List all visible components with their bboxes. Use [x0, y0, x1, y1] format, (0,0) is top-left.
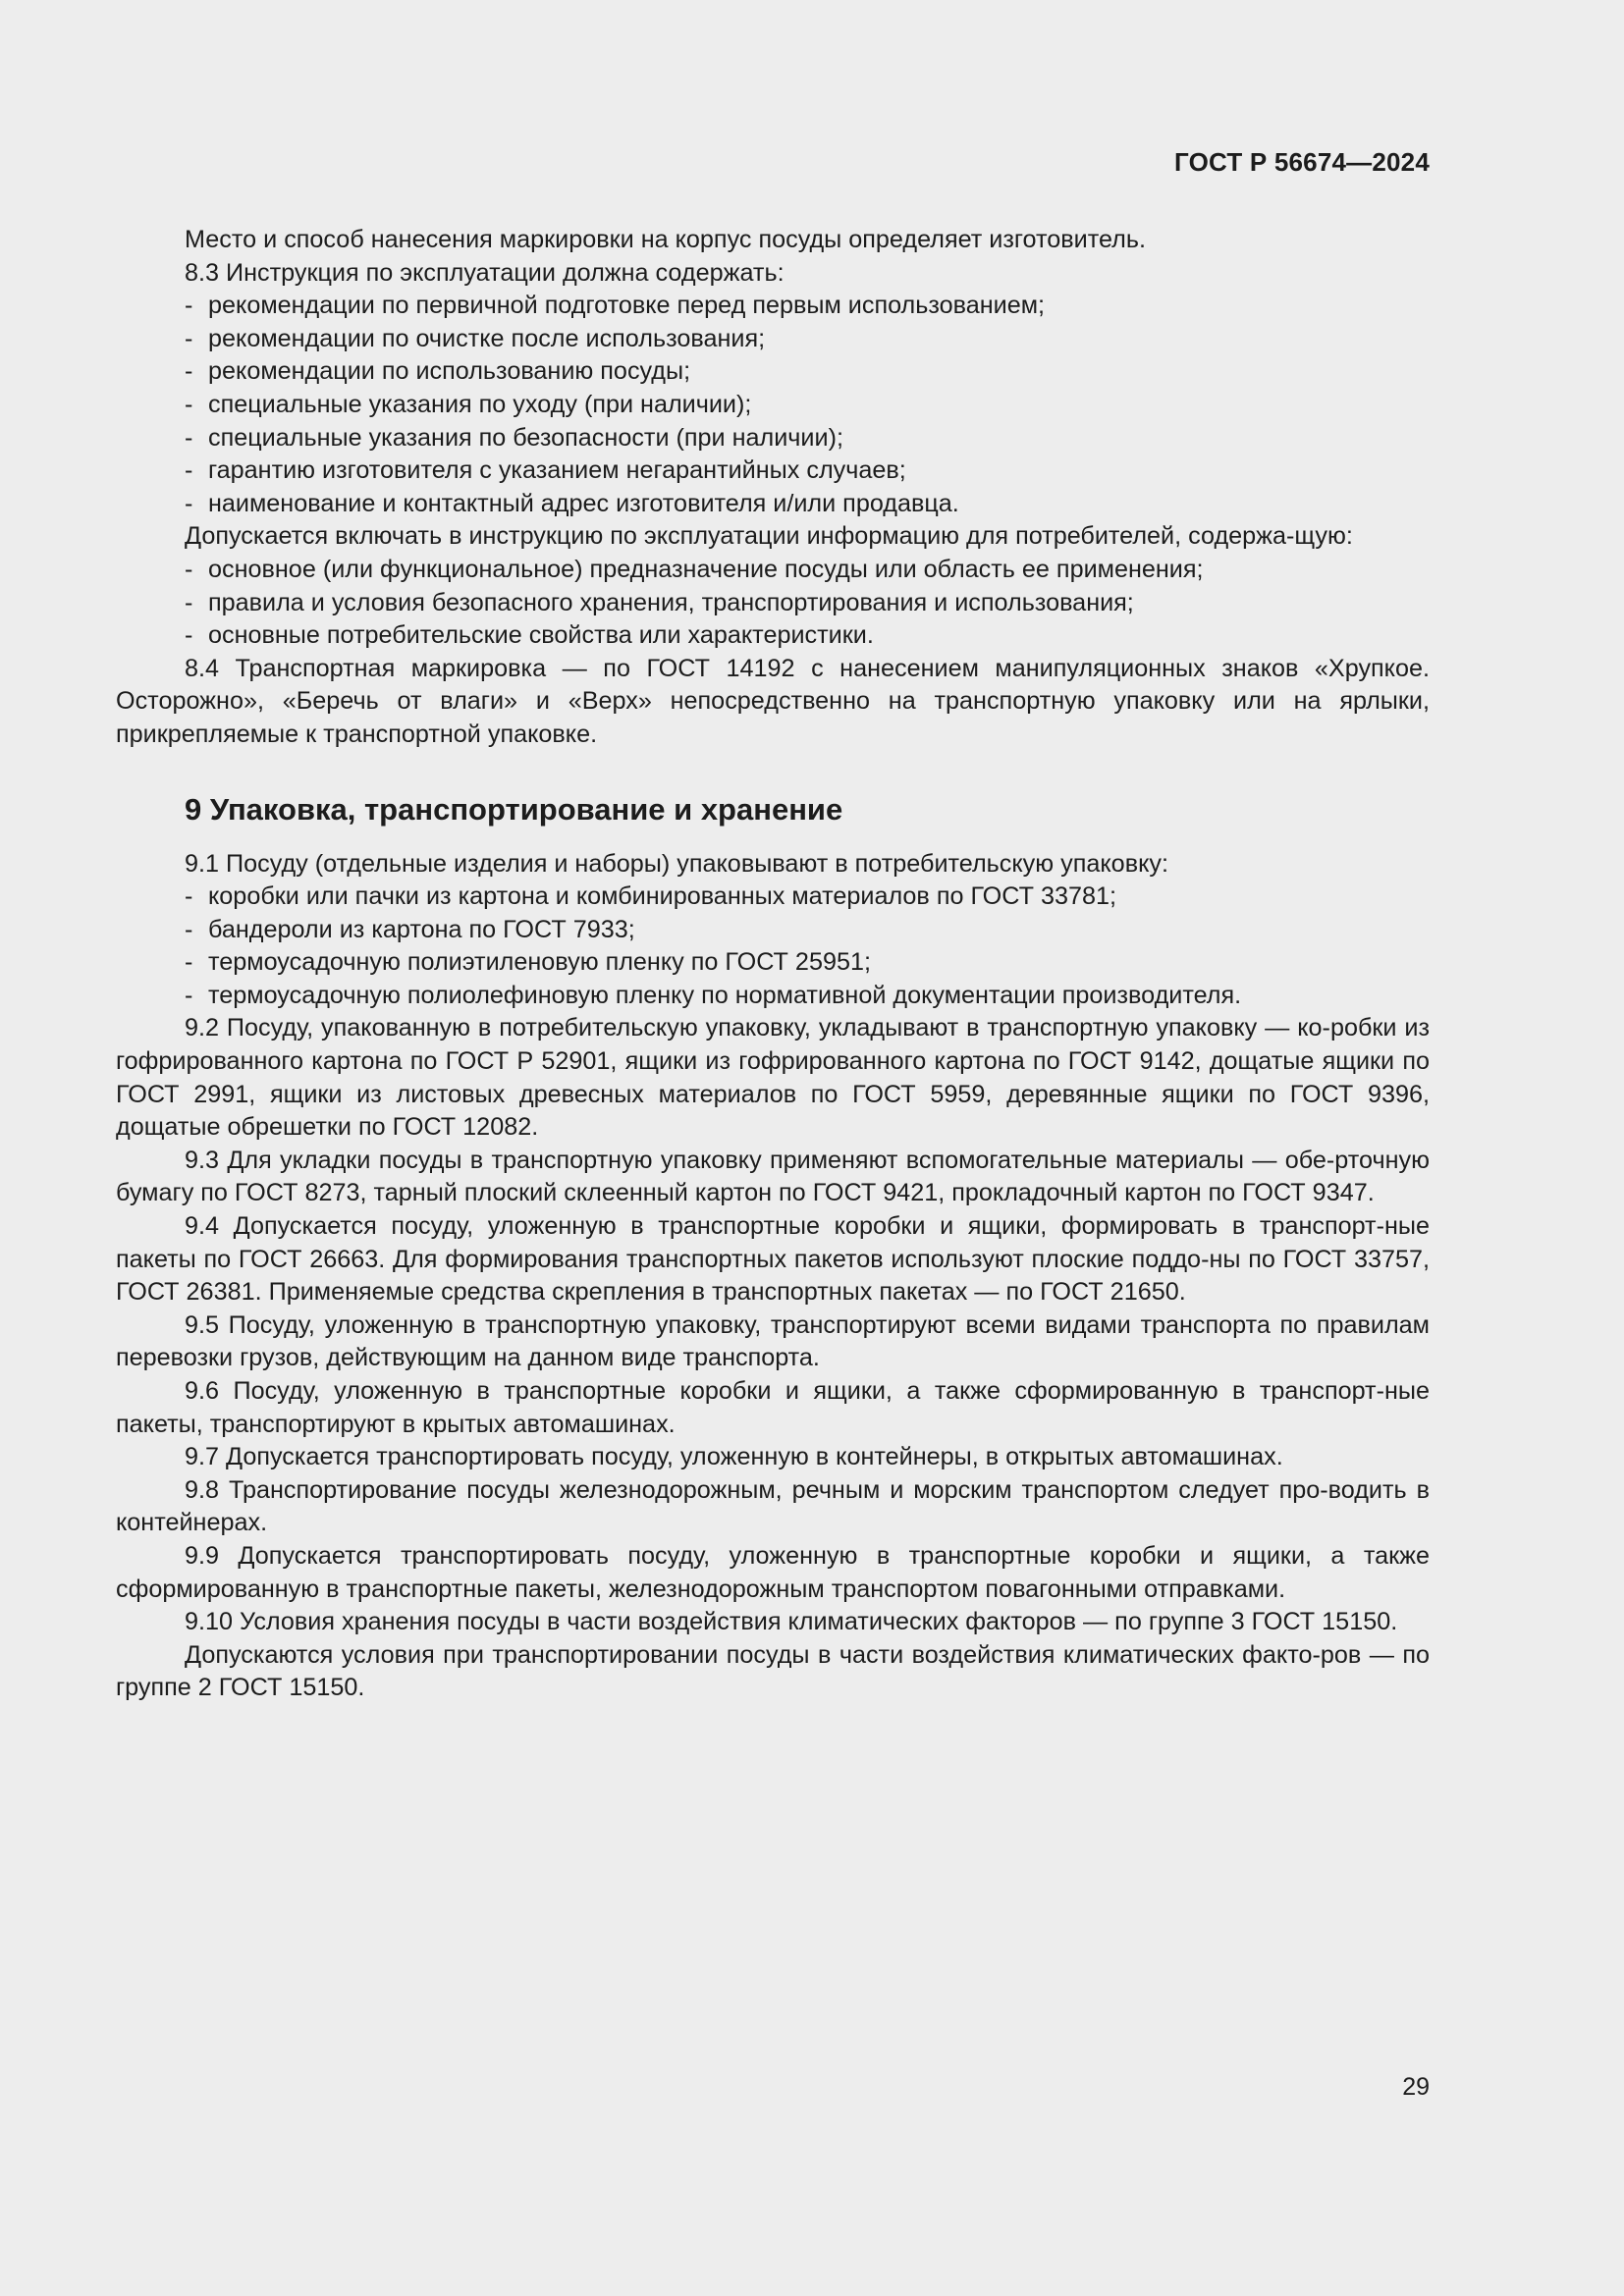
paragraph-allowed-transport: Допускаются условия при транспортировании посуды в части воздействия климатических факто-ров — по группе 2 ГОСТ 15150. — [116, 1640, 1430, 1702]
paragraph-9-5: 9.5 Посуду, уложенную в транспортную упаковку, транспортируют всеми видами транспорта по правилам перевозки грузов, действующим на данном виде транспорта. — [116, 1310, 1430, 1372]
dash-marker: - — [185, 357, 193, 386]
list-item: - основное (или функциональное) предназначение посуды или область ее применения; — [116, 554, 1430, 587]
list-item: - рекомендации по первичной подготовке перед первым использованием; — [116, 290, 1430, 323]
paragraph-8-3: 8.3 Инструкция по эксплуатации должна содержать: — [185, 258, 785, 287]
list-item: - термоусадочную полиолефиновую пленку по нормативной документации производителя. — [116, 980, 1430, 1013]
dash-marker: - — [185, 588, 193, 616]
list-8-3 — [116, 290, 1430, 520]
section-9-heading: 9 Упаковка, транспортирование и хранение — [185, 791, 843, 827]
dash-marker: - — [185, 981, 193, 1009]
list-item: - бандероли из картона по ГОСТ 7933; — [116, 914, 1430, 947]
list-item: - рекомендации по использованию посуды; — [116, 355, 1430, 389]
dash-marker: - — [185, 324, 193, 352]
list-item: - гарантию изготовителя с указанием негарантийных случаев; — [116, 454, 1430, 488]
dash-marker: - — [185, 621, 193, 650]
list-9-1 — [116, 881, 1430, 1012]
list-item: - специальные указания по безопасности (при наличии); — [116, 422, 1430, 455]
list-allowed-info — [116, 554, 1430, 653]
dash-marker: - — [185, 882, 193, 911]
dash-marker: - — [185, 423, 193, 452]
dash-marker: - — [185, 292, 193, 320]
paragraph-9-8: 9.8 Транспортирование посуды железнодорожным, речным и морским транспортом следует про-водить в контейнерах. — [116, 1475, 1430, 1537]
dash-marker: - — [185, 456, 193, 485]
paragraph-9-9: 9.9 Допускается транспортировать посуду, уложенную в транспортные коробки и ящики, а также сформированную в транспортные пакеты, железнодорожным транспортом повагонными отправками. — [116, 1541, 1430, 1603]
document-code-header: ГОСТ Р 56674—2024 — [1174, 147, 1430, 177]
paragraph-9-2: 9.2 Посуду, упакованную в потребительскую упаковку, укладывают в транспортную упаковку — ко-робки из гофрированного картона по ГОСТ Р 52901, ящики из гофрированного картона по ГОСТ 9142, дощатые ящики по ГОСТ 2991, ящики из листовых древесных материалов по ГОСТ 5959, деревянные ящики по ГОСТ 9396, дощатые обрешетки по ГОСТ 12082. — [116, 1014, 1430, 1142]
paragraph-marking-location: Место и способ нанесения маркировки на корпус посуды определяет изготовитель. — [185, 226, 1146, 253]
paragraph-8-4: 8.4 Транспортная маркировка — по ГОСТ 14192 с нанесением манипуляционных знаков «Хрупкое. Осторожно», «Беречь от влаги» и «Верх» непосредственно на транспортную упаковку или на ярлыки, прикрепляемые к транспортной упаковке. — [116, 654, 1430, 748]
list-item: - наименование и контактный адрес изготовителя и/или продавца. — [116, 488, 1430, 521]
dash-marker: - — [185, 390, 193, 418]
paragraph-9-6: 9.6 Посуду, уложенную в транспортные коробки и ящики, а также сформированную в транспорт-ные пакеты, транспортируют в крытых автомашинах. — [116, 1377, 1430, 1438]
dash-marker: - — [185, 915, 193, 943]
paragraph-allowed-info: Допускается включать в инструкцию по эксплуатации информацию для потребителей, содержа-щую: — [185, 522, 1353, 551]
list-item: - коробки или пачки из картона и комбинированных материалов по ГОСТ 33781; — [116, 881, 1430, 914]
list-item: - термоусадочную полиэтиленовую пленку по ГОСТ 25951; — [116, 946, 1430, 980]
dash-marker: - — [185, 489, 193, 517]
list-item: - основные потребительские свойства или характеристики. — [116, 619, 1430, 653]
dash-marker: - — [185, 948, 193, 977]
paragraph-9-7: 9.7 Допускается транспортировать посуду, уложенную в контейнеры, в открытых автомашинах. — [185, 1443, 1283, 1471]
document-body — [116, 224, 1430, 1705]
paragraph-9-4: 9.4 Допускается посуду, уложенную в транспортные коробки и ящики, формировать в транспорт-ные пакеты по ГОСТ 26663. Для формирования транспортных пакетов используют плоские поддо-ны по ГОСТ 33757, ГОСТ 26381. Применяемые средства скрепления в транспортных пакетах — по ГОСТ 21650. — [116, 1212, 1430, 1307]
list-item: - правила и условия безопасного хранения, транспортирования и использования; — [116, 587, 1430, 620]
paragraph-9-10: 9.10 Условия хранения посуды в части воздействия климатических факторов — по группе 3 ГОСТ 15150. — [185, 1608, 1398, 1636]
list-item: - рекомендации по очистке после использования; — [116, 323, 1430, 356]
paragraph-9-3: 9.3 Для укладки посуды в транспортную упаковку применяют вспомогательные материалы — обе-рточную бумагу по ГОСТ 8273, тарный плоский склеенный картон по ГОСТ 9421, прокладочный картон по ГОСТ 9347. — [116, 1146, 1430, 1207]
page-number: 29 — [1402, 2073, 1430, 2101]
paragraph-9-1: 9.1 Посуду (отдельные изделия и наборы) упаковывают в потребительскую упаковку: — [185, 849, 1168, 878]
list-item: - специальные указания по уходу (при наличии); — [116, 389, 1430, 422]
dash-marker: - — [185, 555, 193, 583]
